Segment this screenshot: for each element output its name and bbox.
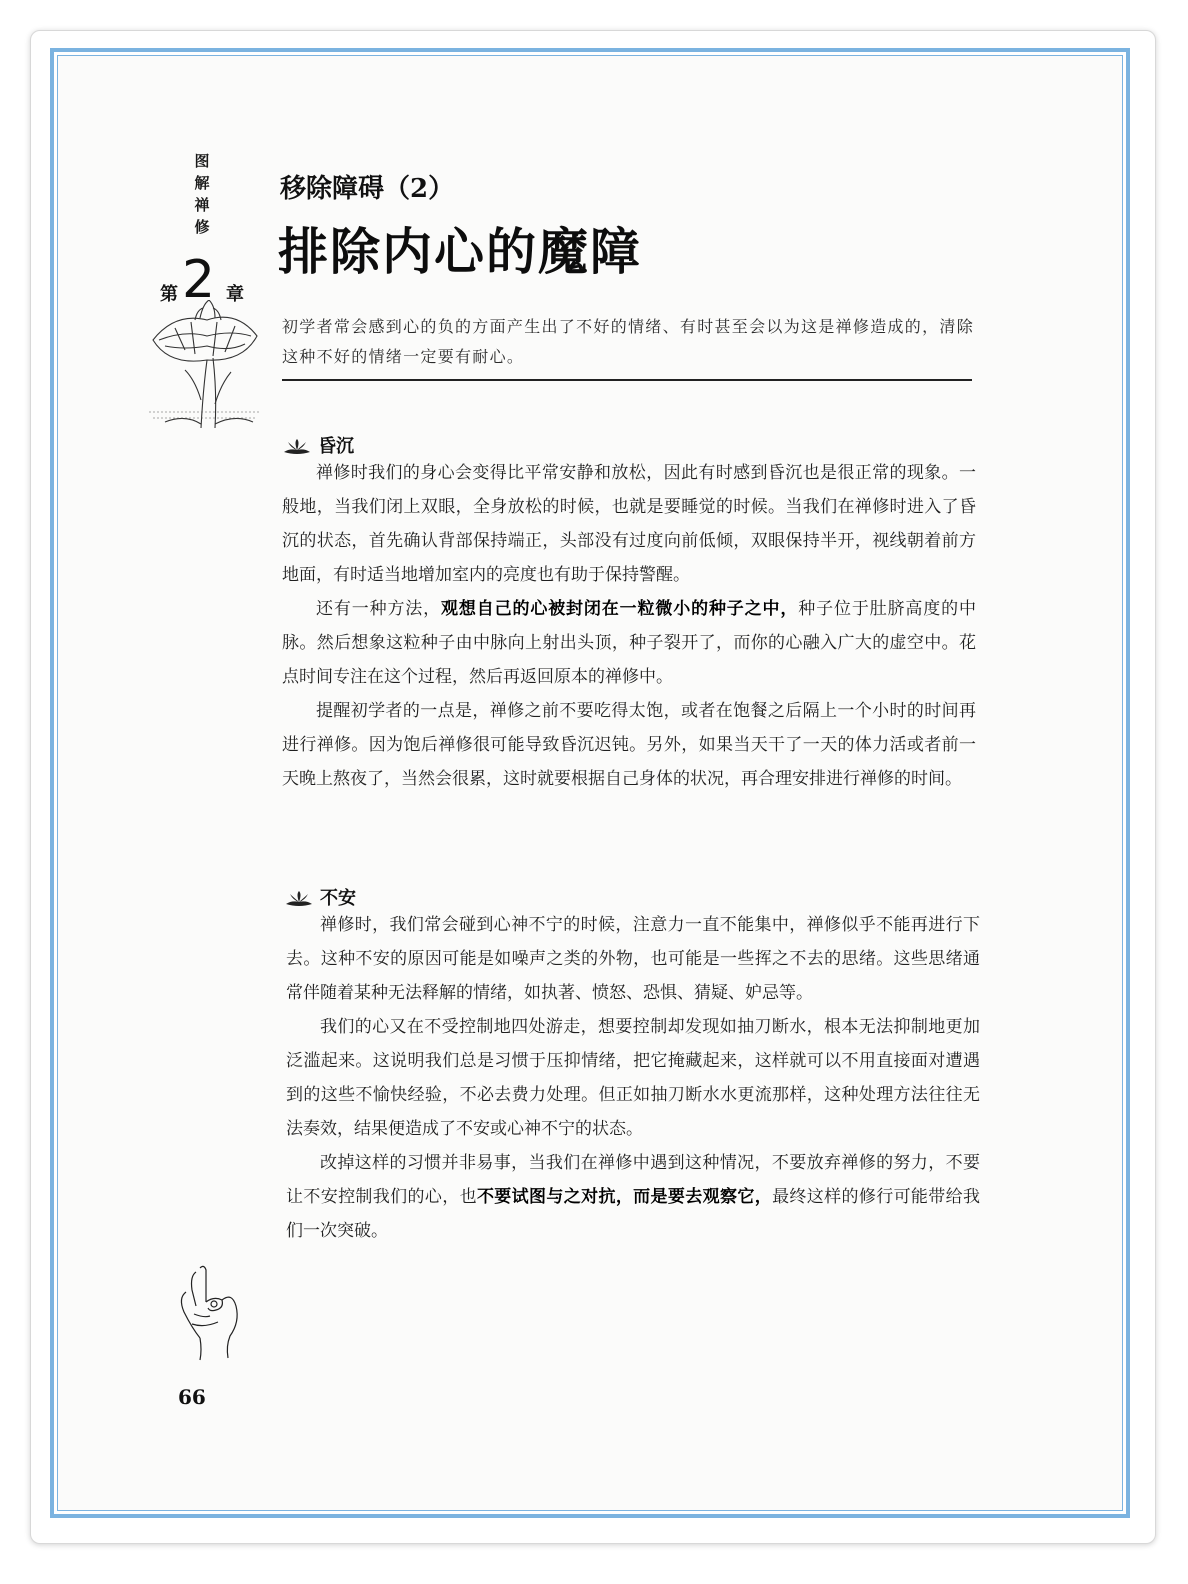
section-subtitle: 移除障碍（2） — [280, 174, 455, 204]
paragraph-text: 最终这样的修行可能带给我们一次突破。 — [286, 1187, 981, 1241]
page-number: 66 — [178, 1385, 206, 1409]
paragraph-text: 禅修时，我们常会碰到心神不宁的时候，注意力一直不能集中，禅修似乎不能再进行下去。这种不安的原因可能是如噪声之类的外物，也可能是一些挥之不去的思绪。这些思绪通常伴随着某种无法释解的情绪，如执著、愤怒、恐惧、猜疑、妒忌等。 — [286, 915, 980, 1003]
paragraph — [282, 456, 976, 592]
lotus-illustration-icon — [145, 300, 265, 430]
paragraph-text: 提醒初学者的一点是，禅修之前不要吃得太饱，或者在饱餐之后隔上一个小时的时间再进行禅修。因为饱后禅修很可能导致昏沉迟钝。另外，如果当天干了一天的体力活或者前一天晚上熬夜了，当然会很累，这时就要根据自己身体的状况，再合理安排进行禅修的时间。 — [282, 701, 976, 789]
paragraph-text: 还有一种方法， — [316, 599, 442, 619]
paragraph-text: 改掉这样的习惯并非易事，当我们在禅修中遇到这种情况，不要放弃禅修的努力，不要让不安控制我们的心，也 — [286, 1153, 980, 1207]
paragraph-text: 种子位于肚脐高度的中脉。然后想象这粒种子由中脉向上射出头顶，种子裂开了，而你的心融入广大的虚空中。花点时间专注在这个过程，然后再返回原本的禅修中。 — [282, 599, 977, 687]
page-title: 排除内心的魔障 — [278, 223, 642, 281]
paragraph — [282, 592, 976, 694]
chapter-number: 2 — [182, 250, 216, 310]
book-title-vertical — [190, 150, 214, 238]
book-title-char: 图 — [194, 152, 210, 170]
emphasis-text: 不要试图与之对抗，而是要去观察它， — [476, 1187, 773, 1207]
section-heading — [284, 884, 356, 910]
section-heading-text: 昏沉 — [318, 436, 354, 457]
section-heading — [282, 432, 354, 458]
emphasis-text: 观想自己的心被封闭在一粒微小的种子之中， — [441, 599, 799, 619]
divider — [282, 379, 972, 381]
chapter-prefix: 第 — [160, 284, 178, 305]
chapter-marker — [160, 250, 250, 310]
paragraph — [282, 694, 976, 796]
mudra-hand-illustration-icon — [170, 1262, 250, 1362]
lotus-bullet-icon — [284, 890, 314, 906]
section-body-hunchen — [282, 456, 976, 796]
paragraph-text: 禅修时我们的身心会变得比平常安静和放松，因此有时感到昏沉也是很正常的现象。一般地，当我们闭上双眼，全身放松的时候，也就是要睡觉的时候。当我们在禅修时进入了昏沉的状态，首先确认背部保持端正，头部没有过度向前低倾，双眼保持半开，视线朝着前方地面，有时适当地增加室内的亮度也有助于保持警醒。 — [282, 463, 976, 585]
book-title-char: 禅 — [194, 196, 210, 214]
lotus-bullet-icon — [282, 438, 312, 454]
section-body-buan — [286, 908, 980, 1248]
intro-text: 初学者常会感到心的负的方面产生出了不好的情绪、有时甚至会以为这是禅修造成的，清除这种不好的情绪一定要有耐心。 — [282, 317, 975, 366]
chapter-suffix: 章 — [226, 284, 244, 305]
book-title-char: 修 — [194, 218, 210, 236]
book-title-char: 解 — [194, 174, 210, 192]
paragraph — [286, 908, 980, 1010]
paragraph — [286, 1146, 980, 1248]
paragraph — [286, 1010, 980, 1146]
section-heading-text: 不安 — [320, 888, 356, 909]
paragraph-text: 我们的心又在不受控制地四处游走，想要控制却发现如抽刀断水，根本无法抑制地更加泛滥起来。这说明我们总是习惯于压抑情绪，把它掩藏起来，这样就可以不用直接面对遭遇到的这些不愉快经验，不必去费力处理。但正如抽刀断水水更流那样，这种处理方法往往无法奏效，结果便造成了不安或心神不宁的状态。 — [286, 1017, 980, 1139]
